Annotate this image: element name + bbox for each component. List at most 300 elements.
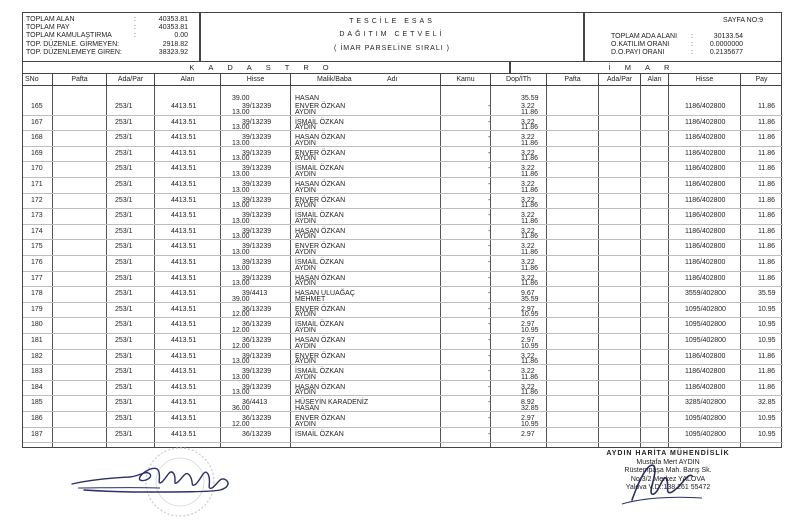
table-row: [23, 318, 783, 334]
row-sub-dop: 35.59: [521, 295, 539, 303]
col-alan: Alan: [155, 74, 221, 85]
row-sub-dop: 11.86: [521, 155, 538, 163]
row-sub-dop: 11.86: [521, 373, 538, 381]
row-alan: 4413.51: [171, 290, 197, 298]
row-alan: 4413.51: [171, 118, 197, 126]
row-dopith: 3.22: [521, 227, 535, 235]
header-ratio-line: D.O.PAYI ORANI : 0.2135677: [611, 49, 743, 57]
row-pay: 11.86: [758, 103, 775, 110]
row-sno: 186: [31, 415, 43, 422]
row-imar-hisse: 1186/402800: [685, 212, 726, 220]
row-adapar: 253/1: [115, 134, 133, 142]
row-sub-owner: MEHMET: [295, 295, 326, 303]
row-sub-dop: 11.86: [521, 217, 538, 225]
row-kamu: -: [488, 196, 491, 204]
row-owner: İSMAİL ÖZKAN: [295, 212, 344, 220]
row-pay: 10.95: [758, 305, 776, 313]
row-sub-hisse: 13.00: [232, 233, 250, 241]
row-sub-owner: AYDIN: [295, 233, 316, 241]
row-sub-hisse: 12.00: [232, 326, 250, 334]
row-sub-dop: 11.86: [521, 202, 538, 210]
row-dopith: 3.22: [521, 259, 535, 266]
row-sno: 168: [31, 134, 43, 142]
row-alan: 4413.51: [171, 181, 197, 188]
row-owner: HASAN ÖZKAN: [295, 134, 346, 142]
row-sub-owner: AYDIN: [295, 139, 316, 147]
row-adapar: 253/1: [115, 103, 133, 110]
row-adapar: 253/1: [115, 165, 133, 173]
row-hisse: 39/13239: [242, 227, 272, 235]
row-adapar: 253/1: [115, 352, 133, 360]
distribution-table: [22, 86, 782, 448]
table-row: [23, 194, 783, 210]
row-owner: ENVER ÖZKAN: [295, 243, 346, 251]
row-alan: 4413.51: [171, 259, 197, 266]
row-sub-hisse: 13.00: [232, 186, 250, 194]
row-adapar: 253/1: [115, 274, 133, 282]
row-sno: 187: [31, 430, 43, 438]
row-alan: 4413.51: [171, 212, 197, 220]
row-alan: 4413.51: [171, 352, 197, 360]
row-pay: 10.95: [758, 430, 776, 438]
row-adapar: 253/1: [115, 196, 133, 204]
row-sub-hisse: 13.00: [232, 264, 250, 272]
row-owner: ENVER ÖZKAN: [295, 415, 346, 422]
row-imar-hisse: 1186/402800: [685, 274, 726, 282]
col-dopith: Dop/İTh: [491, 74, 547, 85]
row-imar-hisse: 1186/402800: [685, 118, 726, 126]
row-alan: 4413.51: [171, 165, 197, 173]
row-kamu: -: [488, 103, 491, 110]
row-sub-hisse: 39.00: [232, 94, 250, 102]
col-hisse: Hisse: [221, 74, 291, 85]
row-sub-owner: AYDIN: [295, 420, 316, 428]
row-sno: 178: [31, 290, 43, 298]
header-total-line: TOP. DÜZENLEMEYE GİREN: 38323.92: [26, 48, 188, 56]
row-dopith: 9.67: [521, 290, 535, 298]
row-sno: 180: [31, 321, 43, 329]
row-pay: 11.86: [758, 149, 775, 157]
row-alan: 4413.51: [171, 383, 197, 391]
row-sub-owner: HASAN: [295, 404, 320, 412]
distribution-sheet: [22, 12, 782, 448]
row-pay: 32.85: [758, 399, 776, 407]
row-imar-hisse: 1186/402800: [685, 149, 726, 157]
row-sub-dop: 11.86: [521, 389, 538, 397]
row-pay: 11.86: [758, 274, 775, 282]
row-hisse: 36/4413: [242, 399, 268, 407]
column-header-row: [22, 74, 782, 86]
row-adapar: 253/1: [115, 290, 133, 298]
row-hisse: 36/13239: [242, 337, 272, 344]
row-hisse: 39/13239: [242, 196, 272, 204]
address-line-1: Rüstempaşa Mah. Barış Sk.: [624, 467, 712, 475]
row-hisse: 36/13239: [242, 305, 272, 313]
row-dopith: 3.22: [521, 103, 535, 110]
row-kamu: -: [488, 118, 491, 126]
row-sno: 170: [31, 165, 43, 173]
row-sub-owner: AYDIN: [295, 108, 316, 116]
signature-left: [70, 430, 270, 524]
row-alan: 4413.51: [171, 337, 197, 344]
table-row: [23, 396, 783, 412]
row-dopith: 2.97: [521, 430, 535, 438]
row-kamu: -: [488, 415, 491, 422]
row-dopith: 3.22: [521, 134, 535, 142]
firm-name: AYDIN HARİTA MÜHENDİSLİK: [606, 450, 730, 457]
address-line-2: No:3/2 Merkez YALOVA: [630, 475, 706, 483]
row-sub-dop: 10.95: [521, 311, 539, 319]
row-adapar: 253/1: [115, 118, 133, 126]
row-owner: HASAN ÖZKAN: [295, 274, 346, 282]
row-owner: HASAN ÖZKAN: [295, 383, 346, 391]
row-sub-hisse: 13.00: [232, 217, 250, 225]
row-sub-owner: HASAN: [295, 94, 320, 102]
table-row: [23, 131, 783, 147]
row-sub-owner: AYDIN: [295, 202, 316, 210]
row-alan: 4413.51: [171, 368, 197, 376]
row-hisse: 39/13239: [242, 103, 272, 110]
row-kamu: -: [488, 227, 491, 235]
row-kamu: -: [488, 274, 491, 282]
row-sub-hisse: 13.00: [232, 170, 250, 178]
row-owner: İSMAİL ÖZKAN: [295, 430, 344, 438]
row-dopith: 3.22: [521, 368, 535, 376]
col-imar-pafta: Pafta: [547, 74, 599, 85]
row-alan: 4413.51: [171, 103, 197, 110]
row-imar-hisse: 1186/402800: [685, 165, 726, 173]
row-sub-owner: AYDIN: [295, 264, 316, 272]
row-sno: 169: [31, 149, 43, 157]
row-imar-hisse: 1186/402800: [685, 103, 726, 110]
footer-stamp: [558, 450, 778, 493]
table-row: [23, 256, 783, 272]
row-sno: 179: [31, 305, 43, 313]
row-sno: 185: [31, 399, 43, 407]
row-sno: 175: [31, 243, 43, 251]
page-number: SAYFA NO:9: [723, 17, 763, 24]
row-owner: HÜSEYİN KARADENİZ: [295, 399, 369, 407]
col-imar-hisse: Hisse: [669, 74, 741, 85]
row-pay: 11.86: [758, 196, 775, 204]
row-imar-hisse: 1095/402800: [685, 321, 726, 329]
col-kamu: Kamu: [441, 74, 491, 85]
row-imar-hisse: 1186/402800: [685, 259, 726, 266]
header-total-line: TOPLAM PAY : 40353.81: [26, 24, 188, 32]
row-dopith: 3.22: [521, 212, 535, 220]
row-imar-hisse: 1186/402800: [685, 134, 726, 142]
row-dopith: 2.97: [521, 415, 535, 422]
row-owner: ENVER ÖZKAN: [295, 149, 346, 157]
row-pay: 11.86: [758, 212, 775, 220]
row-sub-owner: AYDIN: [295, 248, 316, 256]
table-row: [23, 240, 783, 256]
row-sub-hisse: 13.00: [232, 108, 250, 116]
row-sub-dop: 11.86: [521, 358, 538, 366]
row-kamu: -: [488, 368, 491, 376]
row-sub-owner: AYDIN: [295, 389, 316, 397]
row-hisse: 36/13239: [242, 430, 272, 438]
row-adapar: 253/1: [115, 337, 133, 344]
row-sub-hisse: 13.00: [232, 373, 250, 381]
row-dopith: 3.22: [521, 181, 535, 188]
row-sub-hisse: 12.00: [232, 420, 250, 428]
row-dopith: 3.22: [521, 274, 535, 282]
row-owner: HASAN ÖZKAN: [295, 227, 346, 235]
row-sub-dop: 35.59: [521, 94, 539, 102]
row-sno: 167: [31, 118, 43, 126]
table-row: [23, 303, 783, 319]
table-row: [23, 225, 783, 241]
row-sub-owner: AYDIN: [295, 311, 316, 319]
row-sub-dop: 11.86: [521, 248, 538, 256]
row-sub-hisse: 36.00: [232, 404, 250, 412]
col-pay: Pay: [755, 76, 768, 83]
row-sub-owner: AYDIN: [295, 155, 316, 163]
row-alan: 4413.51: [171, 305, 197, 313]
header-center-box: [200, 12, 584, 62]
row-sub-hisse: 12.00: [232, 311, 250, 319]
row-sub-hisse: 39.00: [232, 295, 250, 303]
table-row: [23, 178, 783, 194]
row-owner: ENVER ÖZKAN: [295, 352, 346, 360]
row-sub-owner: AYDIN: [295, 373, 316, 381]
row-kamu: -: [488, 352, 491, 360]
header-right-box: [584, 12, 782, 62]
row-imar-hisse: 1186/402800: [685, 181, 726, 188]
col-adapar: Ada/Par: [107, 74, 155, 85]
row-hisse: 39/13239: [242, 149, 272, 157]
header-ratio-line: TOPLAM ADA ALANI : 30133.54: [611, 33, 743, 40]
col-imar-adapar: Ada/Par: [599, 74, 641, 85]
table-row: [23, 116, 783, 132]
document-title: TESCİLE ESAS: [349, 18, 435, 25]
row-kamu: -: [488, 181, 491, 188]
row-sub-dop: 11.86: [521, 170, 538, 178]
row-sub-dop: 11.86: [521, 280, 538, 288]
row-owner: İSMAİL ÖZKAN: [295, 321, 344, 329]
row-dopith: 3.22: [521, 165, 535, 173]
header-total-line: TOPLAM KAMULAŞTIRMA : 0.00: [26, 32, 188, 40]
row-kamu: -: [488, 430, 491, 438]
row-pay: 10.95: [758, 415, 776, 422]
row-sub-owner: AYDIN: [295, 342, 316, 350]
row-owner: ENVER ÖZKAN: [295, 305, 346, 313]
row-sub-dop: 11.86: [521, 139, 538, 147]
row-owner: ENVER ÖZKAN: [295, 196, 346, 204]
row-sub-dop: 11.86: [521, 186, 538, 194]
row-adapar: 253/1: [115, 430, 133, 438]
row-pay: 11.86: [758, 181, 775, 188]
row-sub-owner: AYDIN: [295, 326, 316, 334]
row-sub-hisse: 13.00: [232, 202, 250, 210]
row-adapar: 253/1: [115, 383, 133, 391]
table-row: [23, 287, 783, 303]
table-row: [23, 365, 783, 381]
row-sub-dop: 11.86: [521, 124, 538, 132]
row-imar-hisse: 1186/402800: [685, 352, 726, 360]
row-hisse: 39/13239: [242, 274, 272, 282]
row-sno: 165: [31, 103, 43, 110]
row-adapar: 253/1: [115, 243, 133, 251]
row-dopith: 2.97: [521, 305, 535, 313]
row-pay: 35.59: [758, 290, 776, 298]
row-sub-dop: 10.95: [521, 342, 539, 350]
row-owner: İSMAİL ÖZKAN: [295, 259, 344, 266]
row-sno: 181: [31, 337, 43, 344]
row-kamu: -: [488, 290, 491, 298]
row-imar-hisse: 1095/402800: [685, 430, 726, 438]
row-pay: 11.86: [758, 118, 775, 126]
row-dopith: 3.22: [521, 149, 535, 157]
row-kamu: -: [488, 259, 491, 266]
row-sub-hisse: 12.00: [232, 342, 250, 350]
row-sub-dop: 11.86: [521, 264, 538, 272]
col-sno: SNo: [23, 74, 53, 85]
row-hisse: 36/13239: [242, 321, 272, 329]
row-alan: 4413.51: [171, 321, 197, 329]
col-adi-label: Adı: [387, 76, 398, 83]
row-adapar: 253/1: [115, 181, 133, 188]
row-alan: 4413.51: [171, 415, 197, 422]
row-hisse: 39/13239: [242, 212, 272, 220]
row-dopith: 3.22: [521, 243, 535, 251]
row-hisse: 39/13239: [242, 352, 272, 360]
row-pay: 11.86: [758, 352, 775, 360]
row-imar-hisse: 1186/402800: [685, 196, 726, 204]
row-kamu: -: [488, 149, 491, 157]
row-kamu: -: [488, 134, 491, 142]
kadastro-band: KADASTRO: [22, 62, 510, 74]
row-imar-hisse: 1186/402800: [685, 368, 726, 376]
table-row: [23, 209, 783, 225]
row-sno: 183: [31, 368, 43, 376]
row-sub-dop: 32.85: [521, 404, 539, 412]
row-alan: 4413.51: [171, 196, 197, 204]
row-adapar: 253/1: [115, 212, 133, 220]
row-dopith: 3.22: [521, 352, 535, 360]
row-sub-hisse: 13.00: [232, 124, 250, 132]
row-kamu: -: [488, 243, 491, 251]
row-sno: 184: [31, 383, 43, 391]
row-alan: 4413.51: [171, 243, 197, 251]
row-owner: HASAN ULUAĞAÇ: [295, 290, 355, 298]
row-pay: 10.95: [758, 321, 776, 329]
table-row: [23, 272, 783, 288]
document-subtitle: DAĞITIM CETVELİ: [339, 31, 445, 38]
table-row: [23, 94, 783, 116]
row-sub-hisse: 13.00: [232, 248, 250, 256]
row-sno: 174: [31, 227, 43, 235]
row-hisse: 36/13239: [242, 415, 272, 422]
table-row: [23, 412, 783, 428]
row-sno: 173: [31, 212, 43, 220]
imar-band: İMAR: [510, 62, 782, 74]
engineer-name: Mustafa Mert AYDIN: [636, 458, 700, 466]
row-sno: 177: [31, 274, 43, 282]
row-sub-owner: AYDIN: [295, 280, 316, 288]
row-adapar: 253/1: [115, 227, 133, 235]
row-kamu: -: [488, 165, 491, 173]
row-sub-dop: 10.95: [521, 420, 539, 428]
row-kamu: -: [488, 383, 491, 391]
header-total-line: TOPLAM ALAN : 40353.81: [26, 16, 188, 23]
row-sub-owner: AYDIN: [295, 186, 316, 194]
row-imar-hisse: 1186/402800: [685, 383, 726, 391]
row-hisse: 39/13239: [242, 134, 272, 142]
row-dopith: 2.97: [521, 321, 535, 329]
header-total-line: TOP. DÜZENLE. GİRMEYEN: 2918.82: [26, 40, 188, 48]
row-kamu: -: [488, 212, 491, 220]
row-adapar: 253/1: [115, 259, 133, 266]
row-sub-hisse: 13.00: [232, 139, 250, 147]
row-sub-dop: 10.95: [521, 326, 539, 334]
row-alan: 4413.51: [171, 274, 197, 282]
table-row: [23, 162, 783, 178]
row-hisse: 39/13239: [242, 181, 272, 188]
row-hisse: 39/13239: [242, 368, 272, 376]
row-imar-hisse: 1095/402800: [685, 337, 726, 344]
document-note: ( İMAR PARSELİNE SIRALI ): [334, 45, 450, 52]
row-dopith: 3.22: [521, 383, 535, 391]
header-ratio-line: O.KATILIM ORANI : 0.0000000: [611, 41, 743, 49]
row-sno: 182: [31, 352, 43, 360]
row-hisse: 39/13239: [242, 243, 272, 251]
row-owner: İSMAİL ÖZKAN: [295, 118, 344, 126]
table-row: [23, 334, 783, 350]
row-pay: 11.86: [758, 134, 775, 142]
row-pay: 11.86: [758, 259, 775, 266]
table-row: [23, 147, 783, 163]
row-kamu: -: [488, 305, 491, 313]
row-owner: HASAN ÖZKAN: [295, 181, 346, 188]
row-sub-owner: AYDIN: [295, 217, 316, 225]
row-pay: 10.95: [758, 337, 776, 344]
row-owner: İSMAİL ÖZKAN: [295, 165, 344, 173]
tax-number: Yalova V.D.:138 261 55472: [625, 484, 711, 492]
table-row: [23, 381, 783, 397]
row-sub-owner: AYDIN: [295, 358, 316, 366]
row-owner: ENVER ÖZKAN: [295, 103, 346, 110]
row-imar-hisse: 1186/402800: [685, 243, 726, 251]
row-sub-owner: AYDIN: [295, 170, 316, 178]
row-hisse: 39/13239: [242, 118, 272, 126]
row-dopith: 3.22: [521, 196, 535, 204]
row-sub-dop: 11.86: [521, 233, 538, 241]
row-sub-hisse: 13.00: [232, 155, 250, 163]
row-imar-hisse: 1186/402800: [685, 227, 726, 235]
row-alan: 4413.51: [171, 430, 197, 438]
row-imar-hisse: 3559/402800: [685, 290, 726, 298]
row-sub-owner: AYDIN: [295, 124, 316, 132]
col-malik-label: Malik/Baba: [317, 76, 352, 83]
row-imar-hisse: 3285/402800: [685, 399, 726, 407]
row-pay: 11.86: [758, 165, 775, 173]
row-alan: 4413.51: [171, 149, 197, 157]
row-alan: 4413.51: [171, 227, 197, 235]
row-imar-hisse: 1095/402800: [685, 415, 726, 422]
row-adapar: 253/1: [115, 321, 133, 329]
row-owner: HASAN ÖZKAN: [295, 337, 346, 344]
row-sub-dop: 11.86: [521, 108, 538, 116]
table-row: [23, 350, 783, 366]
row-dopith: 8.92: [521, 399, 535, 407]
row-hisse: 39/13239: [242, 259, 272, 266]
row-alan: 4413.51: [171, 134, 197, 142]
row-dopith: 3.22: [521, 118, 535, 126]
row-sub-hisse: 13.00: [232, 358, 250, 366]
row-adapar: 253/1: [115, 149, 133, 157]
